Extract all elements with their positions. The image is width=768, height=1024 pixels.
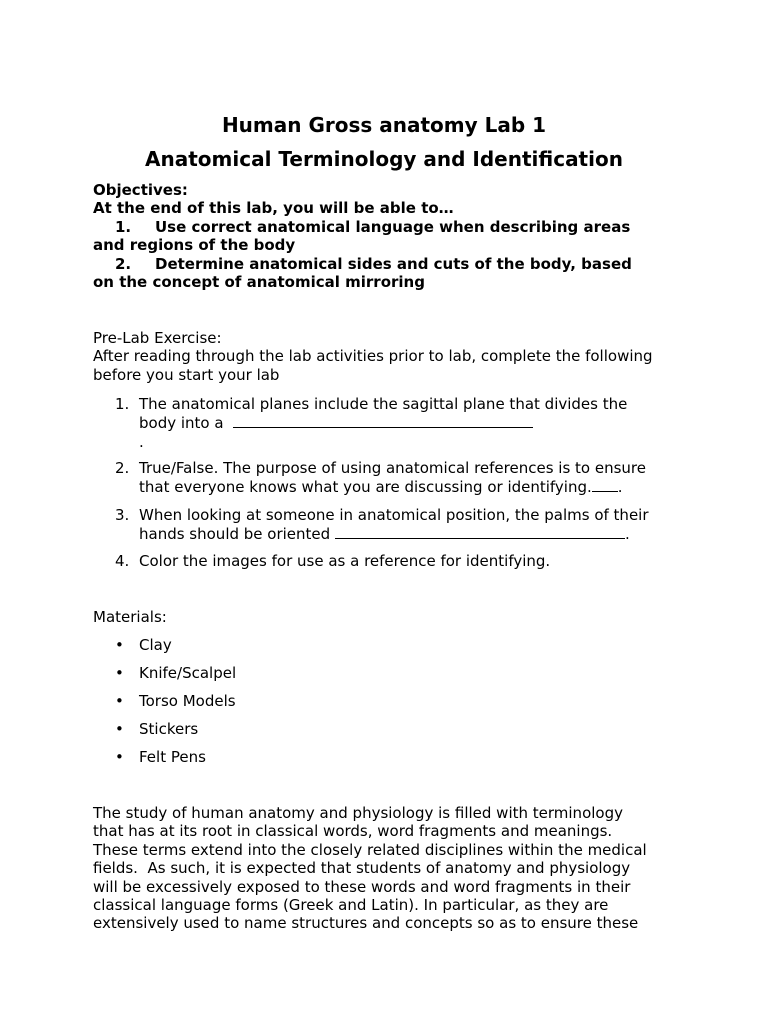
- question-number: 4.: [115, 552, 130, 570]
- body-paragraph: [93, 804, 683, 933]
- document-subtitle: Anatomical Terminology and Identification: [145, 147, 623, 171]
- bullet-icon: •: [115, 692, 124, 710]
- objective-item: [93, 255, 683, 273]
- question-number: 2.: [115, 459, 130, 477]
- prelab-intro-line: After reading through the lab activities prior to lab, complete the following: [93, 347, 653, 366]
- question-text: that everyone knows what you are discussing or identifying.: [139, 478, 592, 497]
- objectives-heading: Objectives:: [93, 181, 188, 199]
- list-item: [93, 692, 236, 710]
- prelab-question: [93, 506, 683, 544]
- paragraph-line: The study of human anatomy and physiology is filled with terminology: [93, 804, 623, 822]
- paragraph-line: fields. As such, it is expected that students of anatomy and physiology: [93, 859, 631, 878]
- list-item: [93, 720, 198, 738]
- question-number: 1.: [115, 395, 130, 413]
- paragraph-line: extensively used to name structures and concepts so as to ensure these: [93, 914, 639, 933]
- answer-blank[interactable]: [233, 413, 533, 428]
- material-label: Stickers: [139, 720, 199, 738]
- prelab-heading: Pre-Lab Exercise:: [93, 329, 222, 347]
- question-text: True/False. The purpose of using anatomical references is to ensure: [139, 459, 646, 477]
- paragraph-line: These terms extend into the closely related disciplines within the medical: [93, 840, 647, 859]
- paragraph-line: classical language forms (Greek and Latin). In particular, as they are: [93, 896, 609, 915]
- material-label: Felt Pens: [139, 748, 206, 766]
- objective-item: [93, 218, 683, 236]
- answer-blank[interactable]: [592, 477, 618, 492]
- question-text: .: [139, 432, 144, 451]
- question-text: When looking at someone in anatomical position, the palms of their: [139, 506, 649, 524]
- question-text: .: [617, 478, 623, 497]
- objectives-intro: At the end of this lab, you will be able to…: [93, 199, 454, 218]
- question-text: .: [624, 525, 630, 544]
- prelab-question: [93, 459, 683, 497]
- prelab-question: [93, 552, 683, 570]
- prelab-section: [93, 329, 683, 384]
- objective-number: 1.: [115, 217, 132, 236]
- prelab-question: [93, 395, 683, 451]
- materials-heading: Materials:: [93, 608, 167, 626]
- paragraph-line: will be excessively exposed to these words and word fragments in their: [93, 877, 631, 896]
- material-label: Knife/Scalpel: [139, 664, 237, 682]
- list-item: [93, 664, 236, 682]
- question-text: The anatomical planes include the sagittal plane that divides the: [139, 395, 628, 413]
- objectives-section: [93, 181, 683, 291]
- objective-text: Determine anatomical sides and cuts of the body, based: [155, 254, 632, 273]
- material-label: Clay: [139, 636, 172, 654]
- list-item: [93, 636, 172, 654]
- list-item: [93, 748, 206, 766]
- prelab-intro-line: before you start your lab: [93, 365, 280, 384]
- bullet-icon: •: [115, 748, 124, 766]
- paragraph-line: that has at its root in classical words, word fragments and meanings.: [93, 822, 613, 841]
- material-label: Torso Models: [139, 692, 236, 710]
- document-title: Human Gross anatomy Lab 1: [221, 113, 547, 137]
- question-text: Color the images for use as a reference for identifying.: [139, 552, 551, 570]
- bullet-icon: •: [115, 664, 124, 682]
- objective-number: 2.: [115, 254, 132, 273]
- question-text: body into a: [139, 414, 224, 433]
- objective-text-continued: on the concept of anatomical mirroring: [93, 273, 425, 292]
- objective-text: Use correct anatomical language when describing areas: [155, 217, 631, 236]
- answer-blank[interactable]: [335, 524, 625, 539]
- bullet-icon: •: [115, 720, 124, 738]
- question-text: hands should be oriented: [139, 525, 331, 544]
- bullet-icon: •: [115, 636, 124, 654]
- question-number: 3.: [115, 506, 130, 524]
- objective-text-continued: and regions of the body: [93, 236, 296, 255]
